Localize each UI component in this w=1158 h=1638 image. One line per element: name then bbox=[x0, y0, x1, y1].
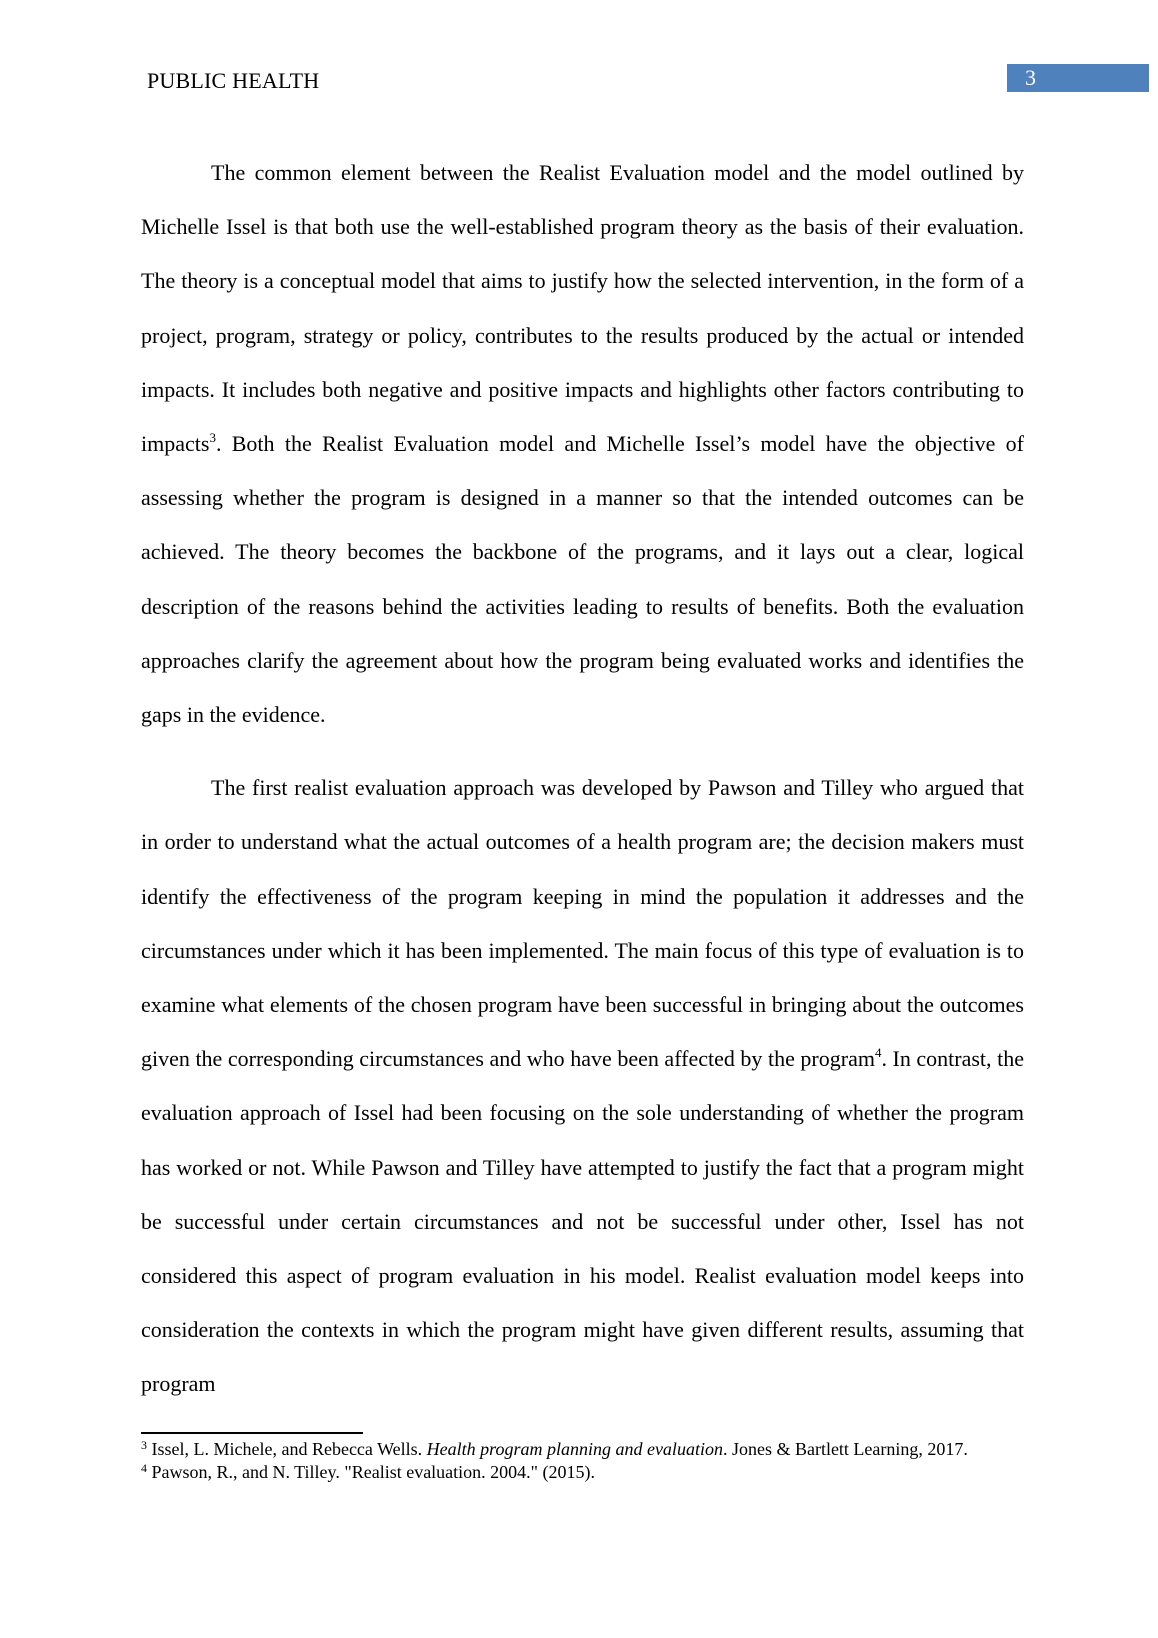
footnote-3-title: Health program planning and evaluation bbox=[426, 1439, 723, 1459]
footnote-3 bbox=[141, 1438, 1024, 1461]
paragraph-1-text-start: The common element between the Realist Evaluation model and the model outlined by Michelle Issel is that both use the well-established program theory as the basis of their evaluation. The theory is a conceptual model that aims to justify how the selected intervention, in the form of a project, program, strategy or policy, contributes to the results produced by the actual or intended impacts. It includes both negative and positive impacts and highlights other factors contributing to impacts bbox=[141, 160, 1024, 457]
footnote-3-authors: Issel, L. Michele, and Rebecca Wells. bbox=[147, 1439, 427, 1459]
footnote-4-mark: 4 bbox=[141, 1460, 147, 1475]
page-number: 3 bbox=[1025, 65, 1036, 90]
paragraph-2-text-end: . In contrast, the evaluation approach of Issel had been focusing on the sole understanding of whether the program has worked or not. While Pawson and Tilley have attempted to justify the fact that a program might be successful under certain circumstances and not be successful under other, Issel has not considered this aspect of program evaluation in his model. Realist evaluation model keeps into consideration the contexts in which the program might have given different results, assuming that program bbox=[141, 1046, 1024, 1397]
paragraph-2-text-start: The first realist evaluation approach was developed by Pawson and Tilley who argued that in order to understand what the actual outcomes of a health program are; the decision makers must identify the effectiveness of the program keeping in mind the population it addresses and the circumstances under which it has been implemented. The main focus of this type of evaluation is to examine what elements of the chosen program have been successful in bringing about the outcomes given the corresponding circumstances and who have been affected by the program bbox=[141, 775, 1024, 1072]
footnote-3-mark: 3 bbox=[141, 1438, 147, 1452]
footnotes bbox=[141, 1438, 1024, 1483]
footnote-separator bbox=[141, 1432, 363, 1434]
paragraph-1-text-end: . Both the Realist Evaluation model and Michelle Issel’s model have the objective of assessing whether the program is designed in a manner so that the intended outcomes can be achieved. The theory becomes the backbone of the programs, and it lays out a clear, logical description of the reasons behind the activities leading to results of benefits. Both the evaluation approaches clarify the agreement about how the program being evaluated works and identifies the gaps in the evidence. bbox=[141, 431, 1024, 728]
footnote-4-text: Pawson, R., and N. Tilley. "Realist evaluation. 2004." (2015). bbox=[147, 1461, 596, 1482]
paragraph-1 bbox=[141, 146, 1024, 742]
body-text bbox=[141, 146, 1024, 1412]
footnote-ref-3[interactable]: 3 bbox=[209, 430, 216, 446]
footnote-4 bbox=[141, 1461, 1024, 1484]
running-head: PUBLIC HEALTH bbox=[147, 68, 320, 93]
footnote-3-publisher: . Jones & Bartlett Learning, 2017. bbox=[722, 1439, 968, 1459]
page-number-bar bbox=[1007, 64, 1149, 92]
footnote-ref-4[interactable]: 4 bbox=[874, 1045, 882, 1061]
paragraph-2 bbox=[141, 761, 1024, 1411]
